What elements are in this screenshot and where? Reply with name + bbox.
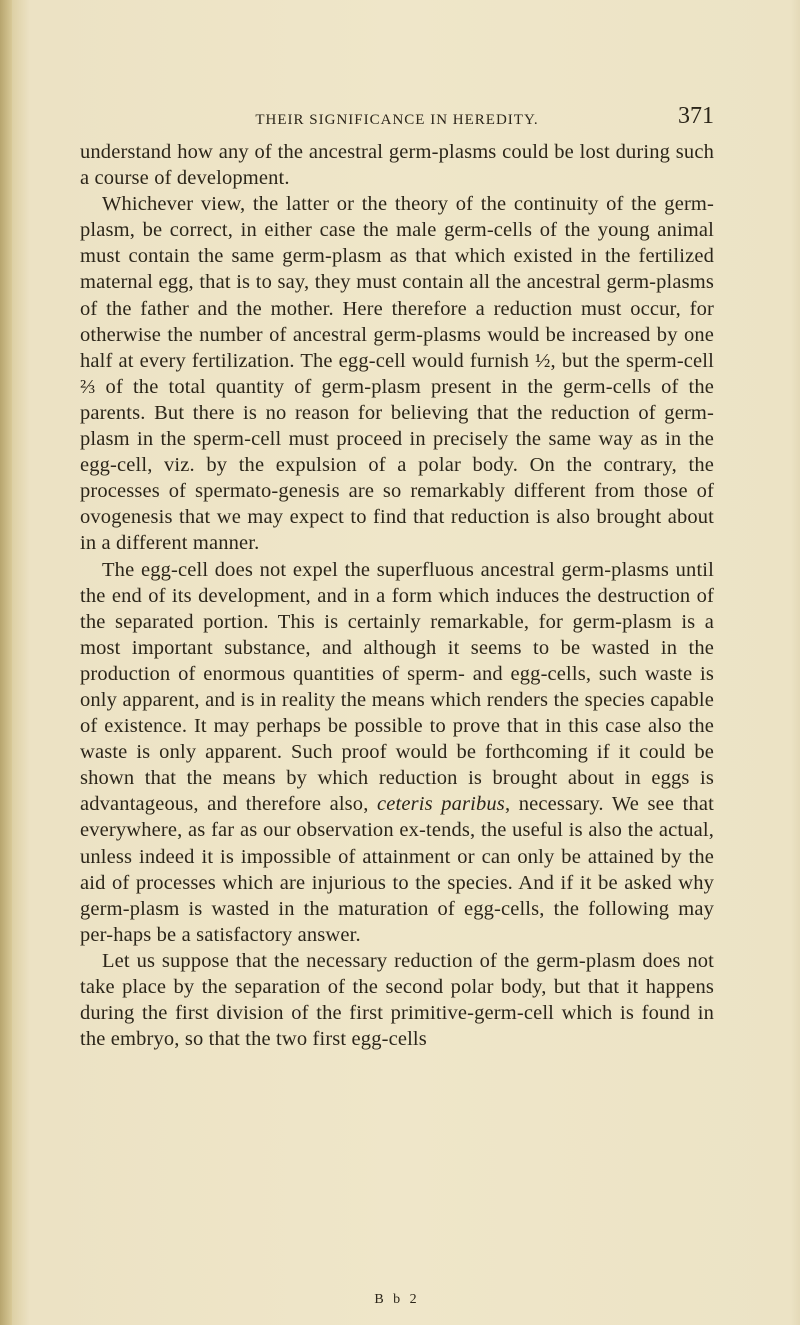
- paragraph-4: Let us suppose that the necessary reduction of the germ-plasm does not take place by the separation of the second polar body, but that it happens during the first division of the first primitive-germ-cell which is found in the embryo, so that the two first egg-cells: [80, 949, 714, 1051]
- page-gutter-edge: [0, 0, 12, 1325]
- body-text: [80, 139, 714, 1052]
- signature-mark: B b 2: [374, 1292, 420, 1307]
- paragraph-3: [80, 557, 714, 948]
- paragraph-3-part-2: , necessary. We see that everywhere, as far as our observation ex-tends, the useful is also the actual, unless indeed it is impossible of attainment or can only be attained by the aid of processes which are injurious to the species. And if it be asked why germ-plasm is wasted in the maturation of egg-cells, the following may per-haps be a satisfactory answer.: [80, 793, 714, 946]
- page-header: [80, 103, 714, 133]
- italic-phrase: ceteris paribus: [377, 793, 505, 816]
- paragraph-2: Whichever view, the latter or the theory of the continuity of the germ-plasm, be correct, in either case the male germ-cells of the young animal must contain the same germ-plasm as that which existed in the fertilized maternal egg, that is to say, they must contain all the ancestral germ-plasms of the father and the mother. Here therefore a reduction must occur, for otherwise the number of ancestral germ-plasms would be increased by one half at every fertilization. The egg-cell would furnish ½, but the sperm-cell ⅔ of the total quantity of germ-plasm present in the germ-cells of the parents. But there is no reason for believing that the reduction of germ-plasm in the sperm-cell must proceed in precisely the same way as in the egg-cell, viz. by the expulsion of a polar body. On the contrary, the processes of spermato-genesis are so remarkably different from those of ovogenesis that we may expect to find that reduction is also brought about in a different manner.: [80, 193, 714, 555]
- page-number: 371: [678, 103, 714, 129]
- running-head: THEIR SIGNIFICANCE IN HEREDITY.: [255, 112, 539, 128]
- paragraph-1: understand how any of the ancestral germ-plasms could be lost during such a course of development.: [80, 141, 714, 190]
- paragraph-3-part-1: The egg-cell does not expel the superfluous ancestral germ-plasms until the end of its development, and in a form which induces the destruction of the separated portion. This is certainly remarkable, for germ-plasm is a most important substance, and although it seems to be wasted in the production of enormous quantities of sperm- and egg-cells, such waste is only apparent, and is in reality the means which renders the species capable of existence. It may perhaps be possible to prove that in this case also the waste is only apparent. Such proof would be forthcoming if it could be shown that the means by which reduction is brought about in eggs is advantageous, and therefore also,: [80, 558, 714, 816]
